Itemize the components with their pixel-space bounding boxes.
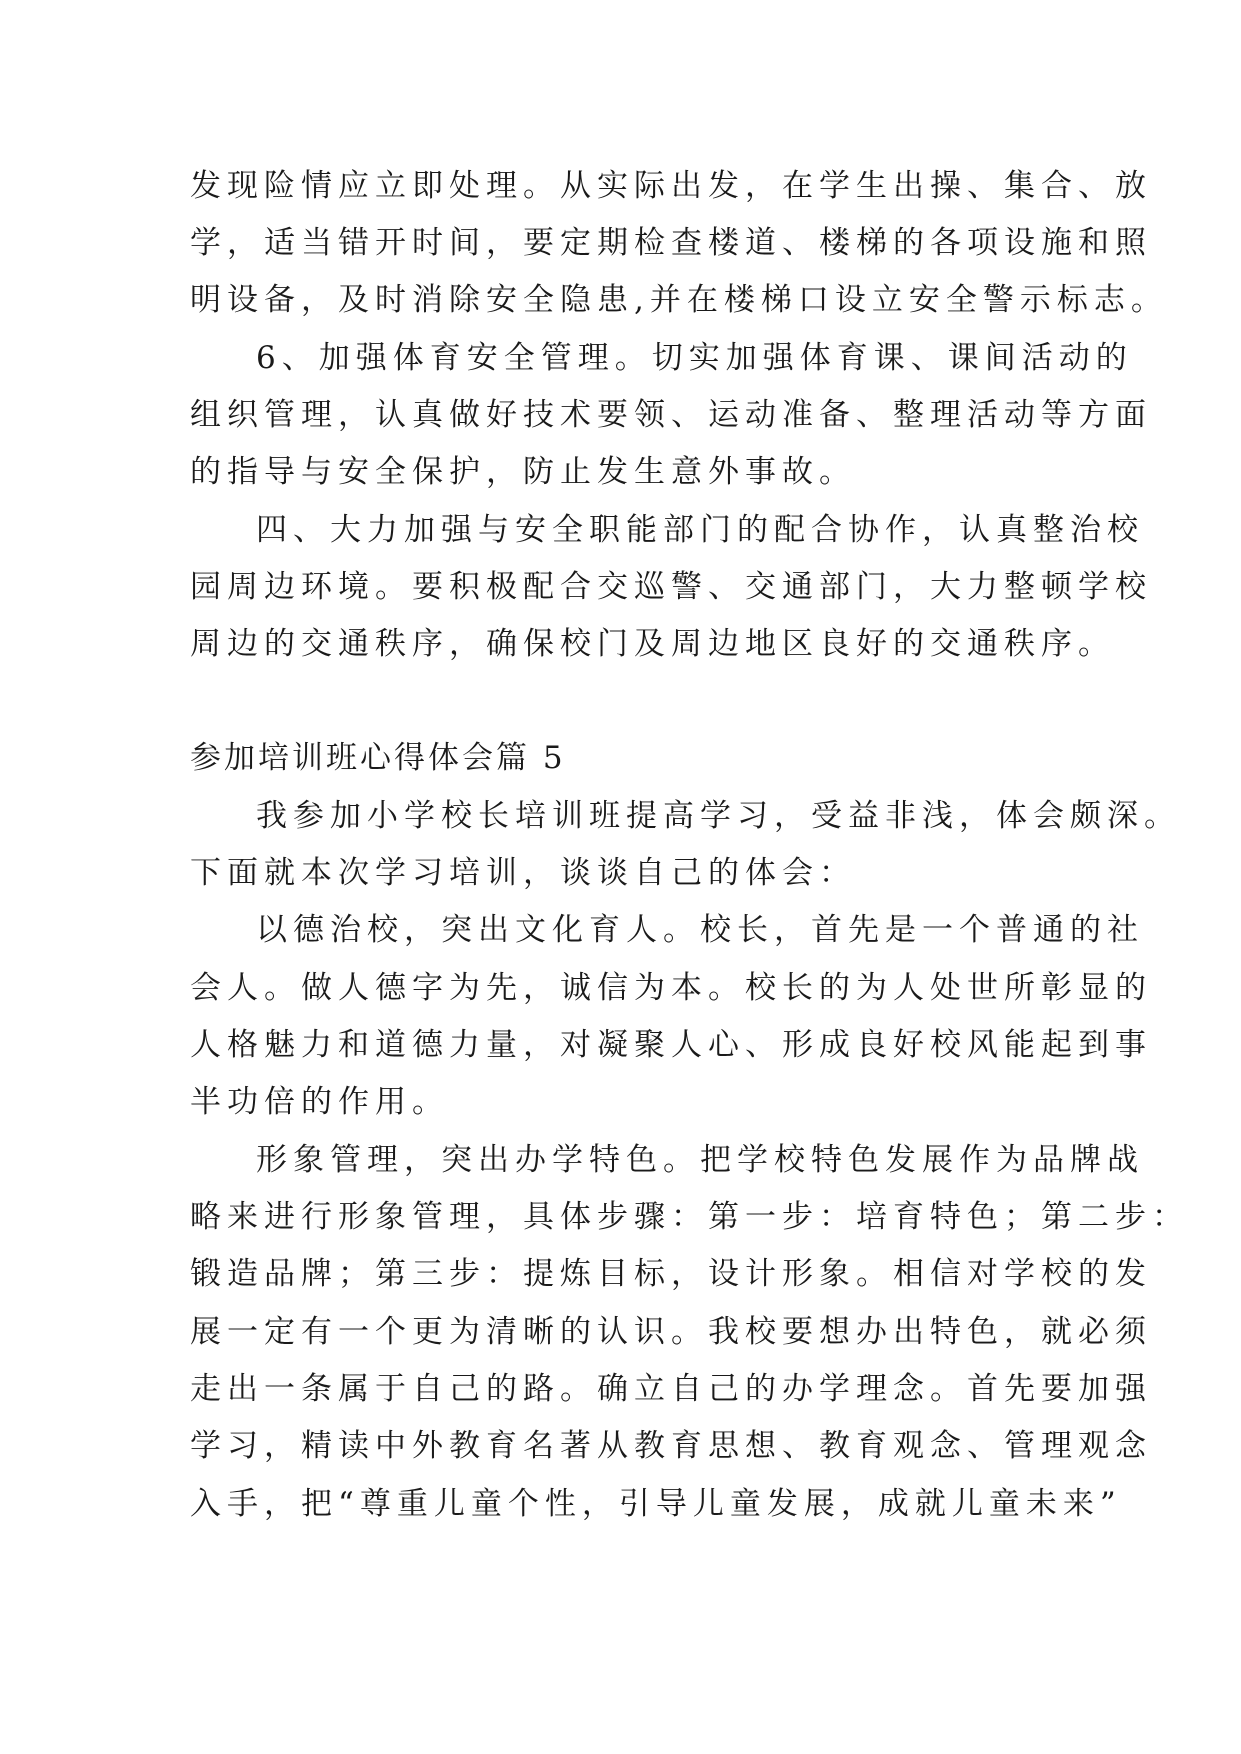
paragraph-line: 人格魅力和道德力量，对凝聚人心、形成良好校风能起到事 <box>190 1027 1152 1063</box>
paragraph-line: 学，适当错开时间，要定期检查楼道、楼梯的各项设施和照 <box>190 225 1152 261</box>
paragraph-line: 学习，精读中外教育名著从教育思想、教育观念、管理观念 <box>190 1428 1152 1464</box>
paragraph-line: 入手，把“尊重儿童个性，引导儿童发展，成就儿童未来” <box>190 1486 1122 1522</box>
paragraph-line: 会人。做人德字为先，诚信为本。校长的为人处世所彰显的 <box>190 970 1152 1006</box>
paragraph-line: 形象管理，突出办学特色。把学校特色发展作为品牌战 <box>256 1142 1144 1178</box>
paragraph-line: 6、加强体育安全管理。切实加强体育课、课间活动的 <box>256 340 1133 376</box>
paragraph-line: 周边的交通秩序，确保校门及周边地区良好的交通秩序。 <box>190 626 1115 662</box>
paragraph-line: 四、大力加强与安全职能部门的配合协作，认真整治校 <box>256 512 1144 548</box>
paragraph-line: 略来进行形象管理，具体步骤：第一步：培育特色；第二步： <box>190 1199 1189 1235</box>
paragraph-line: 明设备，及时消除安全隐患,并在楼梯口设立安全警示标志。 <box>190 282 1168 318</box>
paragraph-line: 我参加小学校长培训班提高学习，受益非浅，体会颇深。 <box>256 798 1181 834</box>
paragraph-line: 组织管理，认真做好技术要领、运动准备、整理活动等方面 <box>190 397 1152 433</box>
paragraph-line: 展一定有一个更为清晰的认识。我校要想办出特色，就必须 <box>190 1314 1152 1350</box>
paragraph-line: 发现险情应立即处理。从实际出发，在学生出操、集合、放 <box>190 168 1152 204</box>
paragraph-line: 走出一条属于自己的路。确立自己的办学理念。首先要加强 <box>190 1371 1152 1407</box>
paragraph-line: 半功倍的作用。 <box>190 1084 449 1120</box>
paragraph-line: 下面就本次学习培训，谈谈自己的体会： <box>190 855 856 891</box>
paragraph-line: 的指导与安全保护，防止发生意外事故。 <box>190 454 856 490</box>
paragraph-line: 以德治校，突出文化育人。校长，首先是一个普通的社 <box>256 912 1144 948</box>
section-heading: 参加培训班心得体会篇 5 <box>190 740 566 776</box>
paragraph-line: 园周边环境。要积极配合交巡警、交通部门，大力整顿学校 <box>190 569 1152 605</box>
paragraph-line: 锻造品牌；第三步：提炼目标，设计形象。相信对学校的发 <box>190 1256 1152 1292</box>
